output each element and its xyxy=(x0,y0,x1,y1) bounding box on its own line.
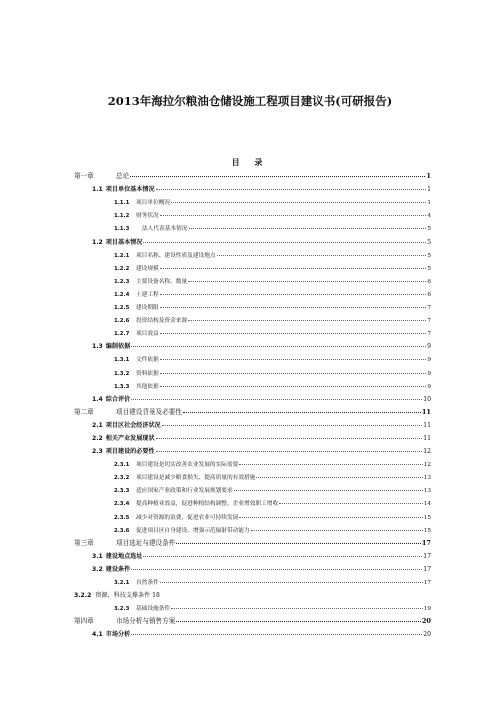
toc-entry-label xyxy=(92,394,130,403)
toc-entry-title: 市场分析 xyxy=(105,631,131,639)
toc-entry-label xyxy=(114,485,233,494)
toc-entry-title: 土建工程 xyxy=(136,291,159,298)
toc-page-number: 20 xyxy=(423,631,431,639)
toc-dot-leader xyxy=(160,386,427,387)
toc-page-number: 5 xyxy=(427,252,431,259)
toc-entry-title: 建设规模 xyxy=(136,265,159,272)
toc-page-number: 14 xyxy=(423,501,431,508)
toc-entry-label xyxy=(114,459,238,468)
toc-entry-label xyxy=(114,368,159,377)
toc-entry-title: 项目建设是减少粮食损失、提高质量的有效措施 xyxy=(136,475,256,482)
toc-dot-leader xyxy=(188,281,426,282)
toc-entry-label xyxy=(74,615,175,625)
toc-entry-number: 1.2.6 xyxy=(114,318,130,325)
toc-page-number: 19 xyxy=(423,606,431,613)
toc-entry-title: 财务状况 xyxy=(136,213,159,220)
toc-page-number: 6 xyxy=(427,278,431,285)
toc-entry-number: 1.3 xyxy=(92,343,103,351)
toc-entry[interactable] xyxy=(74,416,431,429)
toc-entry[interactable] xyxy=(74,442,431,455)
toc-entry-title: 项目建设背景及必要性 xyxy=(116,407,182,416)
toc-entry-number: 1.2.7 xyxy=(114,331,130,338)
toc-dot-leader xyxy=(143,556,422,557)
toc-entry-number: 3.1 xyxy=(92,552,103,560)
toc-entry[interactable] xyxy=(74,272,431,285)
toc-entry-number: 2.3.3 xyxy=(114,488,130,495)
toc-entry[interactable] xyxy=(74,586,431,599)
toc-entry-title: 资源、科技支撑条件 18 xyxy=(95,592,160,600)
toc-page-number: 17 xyxy=(423,580,431,586)
toc-entry-title: 项目选址与建设条件 xyxy=(116,538,176,547)
toc-entry-label xyxy=(114,577,159,586)
toc-entry[interactable] xyxy=(74,481,431,494)
toc-entry-number: 1.3.3 xyxy=(114,383,130,390)
toc-entry[interactable] xyxy=(74,521,431,534)
toc-entry-title: 总论 xyxy=(116,172,130,181)
toc-entry-number: 1.3.1 xyxy=(114,357,130,364)
toc-entry[interactable] xyxy=(74,612,431,625)
toc-entry[interactable] xyxy=(74,298,431,311)
toc-entry[interactable] xyxy=(74,534,431,547)
toc-page-number: 11 xyxy=(421,407,431,416)
toc-entry-title: 资料依据 xyxy=(136,370,159,377)
toc-entry-label xyxy=(114,472,255,481)
toc-entry[interactable] xyxy=(74,206,431,219)
toc-entry-title: 项目建设是切实改善农业发展的实际需要 xyxy=(136,462,239,469)
toc-entry-number: 1.2.5 xyxy=(114,305,130,312)
toc-entry[interactable] xyxy=(74,507,431,520)
toc-page-number: 20 xyxy=(421,617,431,626)
toc-entry[interactable] xyxy=(74,625,431,638)
toc-entry-label xyxy=(114,512,238,521)
toc-entry-number: 1.1.2 xyxy=(114,213,130,220)
toc-entry-number: 1.2.1 xyxy=(114,252,130,259)
toc-entry-label xyxy=(74,170,129,180)
toc-entry-number: 1.2.2 xyxy=(114,265,130,272)
toc-page-number: 5 xyxy=(427,238,431,246)
toc-page-number: 13 xyxy=(423,475,431,482)
toc-dot-leader xyxy=(156,451,423,452)
toc-entry[interactable] xyxy=(74,403,431,416)
toc-dot-leader xyxy=(234,490,423,491)
toc-entry-label xyxy=(114,276,187,285)
toc-dot-leader xyxy=(160,582,423,583)
toc-entry-title: 项目效益 xyxy=(136,331,159,338)
toc-entry-number: 1.1.3 xyxy=(114,226,130,233)
toc-entry-number: 1.2 xyxy=(92,238,103,246)
toc-entry-label xyxy=(114,197,170,206)
toc-entry-title: 其他依据 xyxy=(136,383,159,390)
toc-entry[interactable] xyxy=(74,246,431,259)
toc-entry[interactable] xyxy=(74,193,431,206)
toc-dot-leader xyxy=(160,268,427,269)
toc-entry-label xyxy=(92,341,130,350)
toc-entry-label xyxy=(92,629,130,638)
toc-entry-label xyxy=(114,603,170,612)
toc-dot-leader xyxy=(130,176,425,177)
toc-entry[interactable] xyxy=(74,219,431,232)
toc-entry-number: 3.2.3 xyxy=(114,606,130,613)
toc-entry-label xyxy=(92,184,155,193)
toc-dot-leader xyxy=(156,438,423,439)
toc-dot-leader xyxy=(162,425,423,426)
toc-dot-leader xyxy=(171,202,426,203)
toc-entry-number: 第一章 xyxy=(74,172,94,181)
toc-dot-leader xyxy=(160,215,427,216)
toc-entry-label xyxy=(74,406,182,416)
toc-page-number: 17 xyxy=(423,565,431,573)
toc-entry[interactable] xyxy=(74,547,431,560)
toc-entry[interactable] xyxy=(74,337,431,350)
toc-entry-title: 项目建设的必要性 xyxy=(105,448,155,456)
toc-page-number: 15 xyxy=(423,514,431,521)
toc-entry[interactable] xyxy=(74,350,431,363)
toc-page-number: 7 xyxy=(427,318,431,325)
toc-entry-label xyxy=(114,381,159,390)
toc-entry-number: 2.1 xyxy=(92,421,103,429)
toc-entry-title: 项目区社会经济状况 xyxy=(105,421,161,429)
toc-entry-label xyxy=(92,237,142,246)
toc-entry-label xyxy=(74,590,160,599)
toc-dot-leader xyxy=(131,399,422,400)
toc-page-number: 12 xyxy=(423,462,431,469)
toc-entry-number: 3.2.2 xyxy=(74,592,92,600)
toc-page-number: 12 xyxy=(423,448,431,456)
toc-entry-number: 1.1.1 xyxy=(114,200,130,207)
toc-page-number: 15 xyxy=(423,527,431,534)
toc-page-number: 7 xyxy=(427,305,431,312)
toc-entry-number: 1.1 xyxy=(92,186,103,194)
toc-dot-leader xyxy=(131,569,422,570)
toc-entry-title: 编制依据 xyxy=(105,343,131,351)
toc-entry[interactable] xyxy=(74,390,431,403)
toc-entry-title: 减少对资源的浪费，促进农业可持续发展 xyxy=(136,514,239,521)
toc-entry-title: 项目单位概况 xyxy=(136,200,171,207)
toc-dot-leader xyxy=(239,464,422,465)
toc-dot-leader xyxy=(217,255,427,256)
toc-entry-number: 1.2.3 xyxy=(114,278,130,285)
toc-entry[interactable] xyxy=(74,311,431,324)
toc-entry-title: 主要设备名称、数量 xyxy=(136,278,188,285)
toc-page-number: 9 xyxy=(427,383,431,390)
toc-entry-title: 建设地点选址 xyxy=(105,552,143,560)
toc-entry-number: 2.3.5 xyxy=(114,514,130,521)
toc-entry[interactable] xyxy=(74,429,431,442)
toc-entry-number: 3.2 xyxy=(92,565,103,573)
toc-page-number: 5 xyxy=(427,226,431,233)
toc-entry[interactable] xyxy=(74,455,431,468)
toc-entry-number: 4.1 xyxy=(92,631,103,639)
toc-entry-label xyxy=(114,525,250,534)
toc-entry-label xyxy=(114,250,216,259)
toc-entry-label xyxy=(114,498,278,507)
toc-entry-number: 2.3.1 xyxy=(114,462,130,469)
toc-entry-title: 项目基本情况 xyxy=(105,238,143,246)
toc-entry-label xyxy=(92,564,130,573)
toc-entry-title: 提高种植业效益，促进种植结构调整，企业增效职工增收 xyxy=(136,501,279,508)
toc-dot-leader xyxy=(176,621,420,622)
toc-heading: 目 录 xyxy=(231,157,269,167)
toc-entry-label xyxy=(92,446,155,455)
toc-dot-leader xyxy=(279,503,423,504)
toc-entry-title: 法人代表基本情况 xyxy=(142,226,188,233)
toc-dot-leader xyxy=(131,346,426,347)
toc-dot-leader xyxy=(131,634,422,635)
table-of-contents xyxy=(74,167,431,638)
toc-entry-number: 2.3.6 xyxy=(114,527,130,534)
toc-entry-title: 基础设施条件 xyxy=(136,606,171,613)
toc-entry-label xyxy=(114,302,159,311)
toc-entry[interactable] xyxy=(74,494,431,507)
toc-dot-leader xyxy=(160,307,427,308)
toc-entry-label xyxy=(92,551,142,560)
toc-entry-number: 第三章 xyxy=(74,538,94,547)
toc-entry[interactable] xyxy=(74,167,431,180)
toc-dot-leader xyxy=(251,530,423,531)
toc-page-number: 1 xyxy=(427,200,431,207)
toc-dot-leader xyxy=(171,608,423,609)
toc-entry[interactable] xyxy=(74,363,431,376)
toc-entry-label xyxy=(92,420,161,429)
toc-entry-number: 2.3 xyxy=(92,448,103,456)
toc-page-number: 13 xyxy=(423,488,431,495)
toc-entry[interactable] xyxy=(74,573,431,586)
toc-page-number: 6 xyxy=(427,291,431,298)
toc-entry-label xyxy=(74,537,175,547)
toc-dot-leader xyxy=(160,359,427,360)
toc-entry-title: 适应国家产业政策和行业发展规划要求 xyxy=(136,488,233,495)
toc-entry[interactable] xyxy=(74,560,431,573)
toc-page-number: 9 xyxy=(427,343,431,351)
toc-entry-label xyxy=(92,433,155,442)
toc-entry-number: 1.2.4 xyxy=(114,291,130,298)
toc-entry[interactable] xyxy=(74,232,431,245)
toc-entry-label xyxy=(114,210,159,219)
toc-page-number: 9 xyxy=(427,370,431,377)
toc-entry[interactable] xyxy=(74,324,431,337)
toc-page-number: 17 xyxy=(423,552,431,560)
toc-entry-number: 2.2 xyxy=(92,434,103,442)
toc-entry[interactable] xyxy=(74,180,431,193)
toc-entry-title: 项目单位基本情况 xyxy=(105,186,155,194)
toc-entry-label xyxy=(114,315,187,324)
toc-entry-number: 第二章 xyxy=(74,407,94,416)
toc-page-number: 7 xyxy=(427,331,431,338)
toc-entry-title: 综合评价 xyxy=(105,395,131,403)
toc-entry-label xyxy=(114,328,159,337)
toc-entry-title: 文件依据 xyxy=(136,357,159,364)
toc-dot-leader xyxy=(239,517,422,518)
toc-entry-label xyxy=(114,223,188,232)
toc-dot-leader xyxy=(189,228,427,229)
toc-entry-number: 2.3.4 xyxy=(114,501,130,508)
toc-page-number: 4 xyxy=(427,213,431,220)
toc-entry-title: 投资结构及资金来源 xyxy=(136,318,188,325)
toc-dot-leader xyxy=(188,320,426,321)
toc-page-number: 1 xyxy=(427,186,431,194)
toc-dot-leader xyxy=(160,333,427,334)
toc-entry-label xyxy=(114,263,159,272)
toc-page-number: 10 xyxy=(423,395,431,403)
toc-dot-leader xyxy=(160,373,427,374)
toc-entry-title: 项目名称、建设性质及建设地点 xyxy=(136,252,216,259)
toc-page-number: 1 xyxy=(426,172,431,181)
toc-entry-title: 建设期限 xyxy=(136,305,159,312)
toc-entry[interactable] xyxy=(74,599,431,612)
toc-entry-number: 1.3.2 xyxy=(114,370,130,377)
toc-entry-number: 3.2.1 xyxy=(114,580,130,586)
toc-dot-leader xyxy=(156,189,427,190)
toc-entry-title: 促进项目区自身建设、增强示范辐射带动能力 xyxy=(136,527,250,534)
toc-page-number: 11 xyxy=(423,421,431,429)
toc-entry-title: 自然条件 xyxy=(136,580,159,586)
toc-dot-leader xyxy=(160,294,427,295)
toc-page-number: 9 xyxy=(427,357,431,364)
document-title: 2013年海拉尔粮油仓储设施工程项目建议书(可研报告) xyxy=(107,94,393,108)
toc-entry-title: 建设条件 xyxy=(105,565,131,573)
toc-entry-number: 1.4 xyxy=(92,395,103,403)
toc-dot-leader xyxy=(143,242,426,243)
toc-entry-number: 第四章 xyxy=(74,617,94,626)
toc-page-number: 11 xyxy=(423,434,431,442)
toc-entry[interactable] xyxy=(74,468,431,481)
toc-dot-leader xyxy=(176,543,420,544)
toc-entry[interactable] xyxy=(74,377,431,390)
toc-entry[interactable] xyxy=(74,285,431,298)
toc-dot-leader xyxy=(183,412,421,413)
toc-dot-leader xyxy=(256,477,422,478)
toc-page-number: 5 xyxy=(427,265,431,272)
toc-entry-label xyxy=(114,289,159,298)
toc-entry-title: 相关产业发展现状 xyxy=(105,434,155,442)
toc-page-number: 17 xyxy=(421,538,431,547)
toc-entry-title: 市场分析与销售方案 xyxy=(116,617,176,626)
toc-entry-label xyxy=(114,354,159,363)
toc-entry[interactable] xyxy=(74,259,431,272)
toc-entry-number: 2.3.2 xyxy=(114,475,130,482)
